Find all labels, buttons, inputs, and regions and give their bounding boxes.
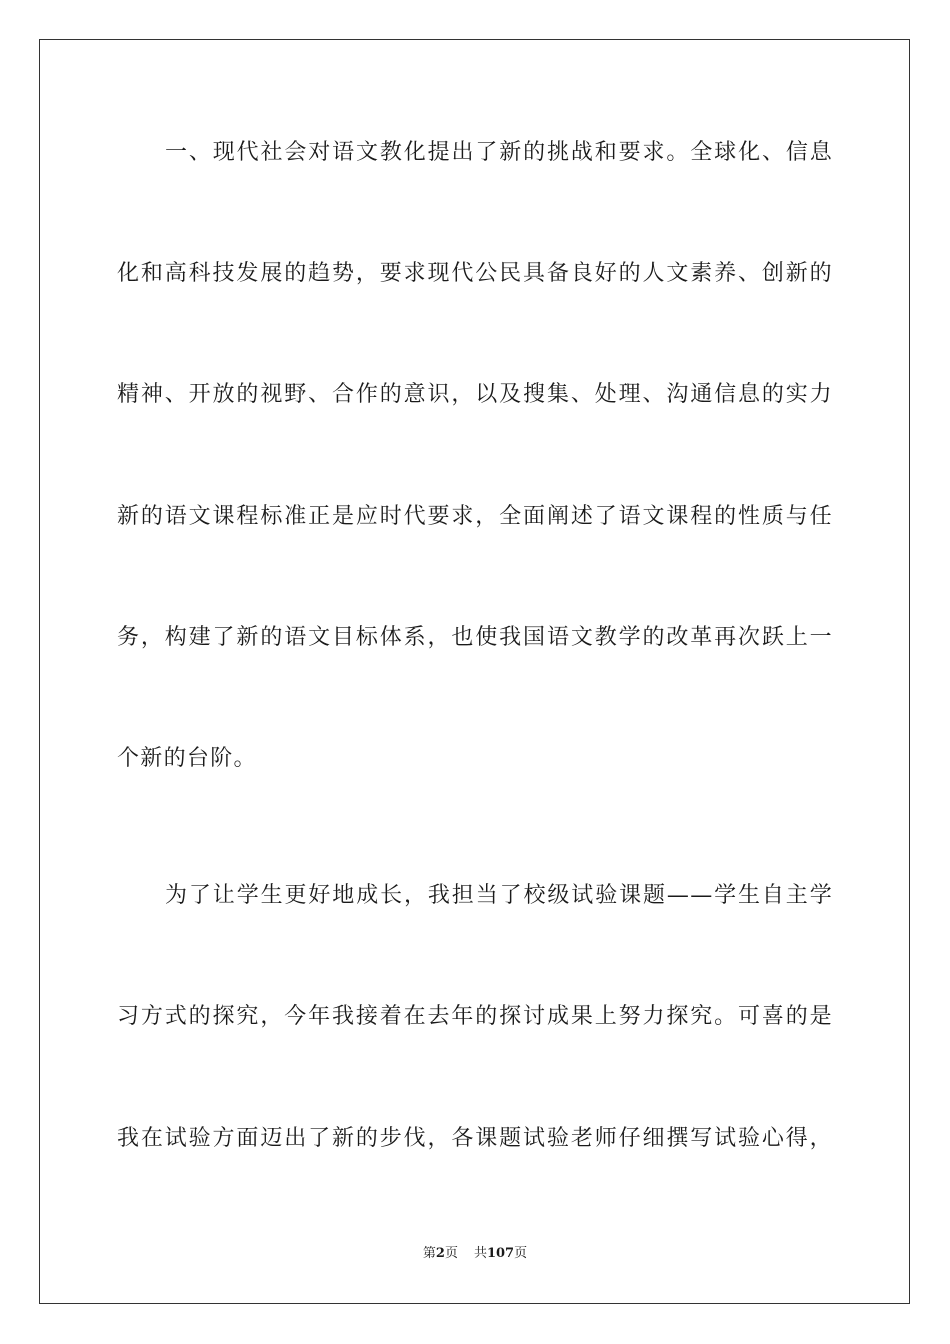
text-line: 一、现代社会对语文教化提出了新的挑战和要求。全球化、信息	[165, 140, 833, 165]
text-line: 新的语文课程标准正是应时代要求，全面阐述了语文课程的性质与任	[117, 504, 833, 529]
text-line: 习方式的探究，今年我接着在去年的探讨成果上努力探究。可喜的是	[117, 1004, 833, 1029]
page-footer	[0, 1245, 950, 1263]
text-line: 我在试验方面迈出了新的步伐，各课题试验老师仔细撰写试验心得，	[117, 1126, 833, 1151]
text-line: 为了让学生更好地成长，我担当了校级试验课题——学生自主学	[165, 883, 833, 908]
total-prefix: 共	[473, 1246, 487, 1261]
total-suffix: 页	[514, 1246, 528, 1261]
page-suffix: 页	[444, 1246, 458, 1261]
page-number: 2	[435, 1246, 445, 1261]
text-line: 务，构建了新的语文目标体系，也使我国语文教学的改革再次跃上一	[117, 625, 833, 650]
text-line: 个新的台阶。	[117, 746, 257, 771]
page-prefix: 第	[422, 1246, 436, 1261]
total-pages: 107	[486, 1246, 515, 1261]
page-frame	[39, 39, 910, 1304]
text-line: 精神、开放的视野、合作的意识，以及搜集、处理、沟通信息的实力	[117, 382, 833, 407]
text-line: 化和高科技发展的趋势，要求现代公民具备良好的人文素养、创新的	[117, 261, 833, 286]
